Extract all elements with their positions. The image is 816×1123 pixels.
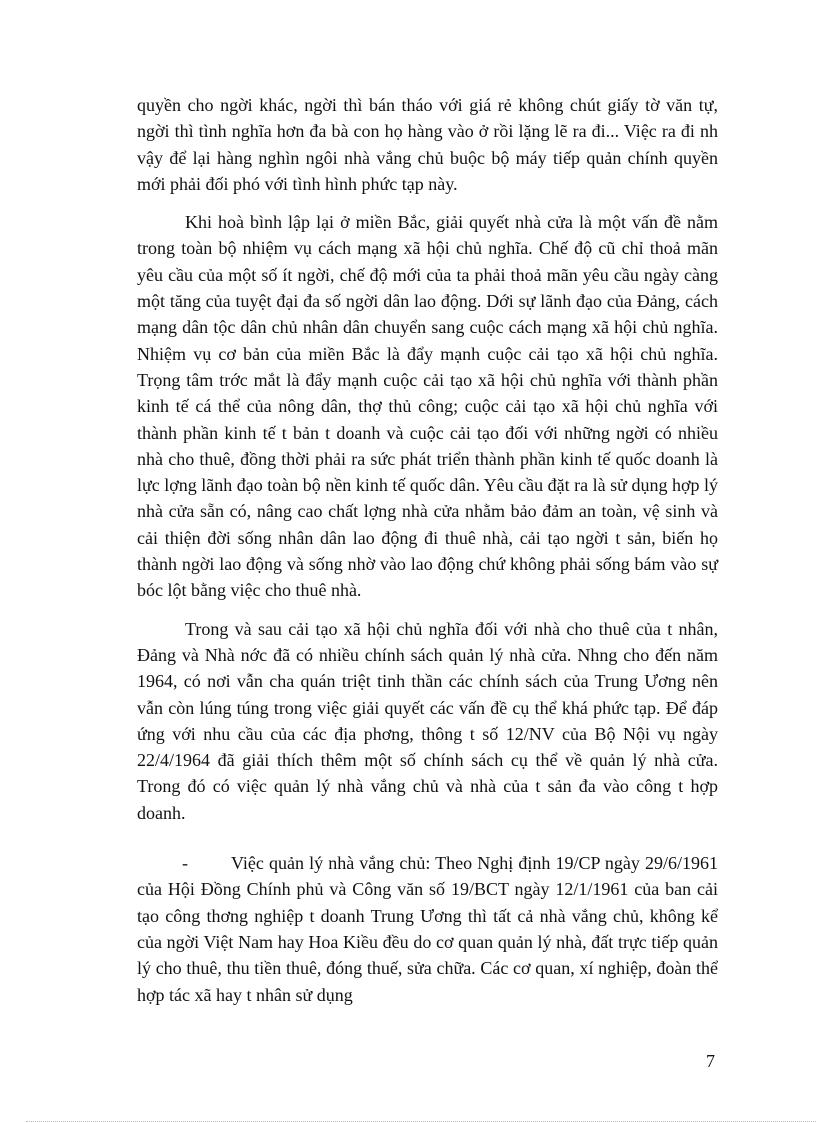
bullet-text: Việc quản lý nhà vắng chủ: Theo Nghị định 19/CP ngày 29/6/1961 của Hội Đồng Chính phủ và Công văn số 19/BCT ngày 12/1/1961 của ban cải tạo công thơng nghiệp t doanh Trung Ương thì tất cả nhà vắng chủ, không kể của ngời Việt Nam hay Hoa Kiều đều do cơ quan quản lý nhà, đất trực tiếp quản lý cho thuê, thu tiền thuê, đóng thuế, sửa chữa. Các cơ quan, xí nghiệp, đoàn thể hợp tác xã hay t nhân sử dụng	[137, 853, 718, 1005]
paragraph-peace-housing: Khi hoà bình lập lại ở miền Bắc, giải quyết nhà cửa là một vấn đề nằm trong toàn bộ nhiệm vụ cách mạng xã hội chủ nghĩa. Chế độ cũ chỉ thoả mãn yêu cầu của một số ít ngời, chế độ mới của ta phải thoả mãn yêu cầu ngày càng một tăng của tuyệt đại đa số ngời dân lao động. Dới sự lãnh đạo của Đảng, cách mạng dân tộc dân chủ nhân dân chuyển sang cuộc cách mạng xã hội chủ nghĩa. Nhiệm vụ cơ bản của miền Bắc là đẩy mạnh cuộc cải tạo xã hội chủ nghĩa. Trọng tâm trớc mắt là đẩy mạnh cuộc cải tạo xã hội chủ nghĩa với thành phần kinh tế cá thể của nông dân, thợ thủ công; cuộc cải tạo xã hội chủ nghĩa với thành phần kinh tế t bản t doanh và cuộc cải tạo đối với những ngời có nhiều nhà cho thuê, đồng thời phải ra sức phát triển thành phần kinh tế quốc doanh là lực lợng lãnh đạo toàn bộ nền kinh tế quốc dân. Yêu cầu đặt ra là sử dụng hợp lý nhà cửa sẵn có, nâng cao chất lợng nhà cửa nhằm bảo đảm an toàn, vệ sinh và cải thiện đời sống nhân dân lao động đi thuê nhà, cải tạo ngời t sản, biến họ thành ngời lao động và sống nhờ vào lao động chứ không phải sống bám vào sự bóc lột bằng việc cho thuê nhà.	[137, 212, 718, 601]
document-body	[137, 92, 718, 1020]
bullet-marker: -	[182, 853, 188, 874]
bullet-paragraph	[137, 850, 718, 1008]
paragraph-continuation: quyền cho ngời khác, ngời thì bán tháo với giá rẻ không chút giấy tờ văn tự, ngời thì tình nghĩa hơn đa bà con họ hàng vào ở rồi lặng lẽ ra đi... Việc ra đi nh vậy để lại hàng nghìn ngôi nhà vắng chủ buộc bộ máy tiếp quản chính quyền mới phải đối phó với tình hình phức tạp này.	[137, 95, 718, 194]
paragraph-policy: Trong và sau cải tạo xã hội chủ nghĩa đối với nhà cho thuê của t nhân, Đảng và Nhà nớc đã có nhiều chính sách quản lý nhà cửa. Nhng cho đến năm 1964, có nơi vẫn cha quán triệt tinh thần các chính sách của Trung Ương nên vẫn còn lúng túng trong việc giải quyết các vấn đề cụ thể khá phức tạp. Để đáp ứng với nhu cầu của các địa phơng, thông t số 12/NV của Bộ Nội vụ ngày 22/4/1964 đã giải thích thêm một số chính sách cụ thể về quản lý nhà cửa. Trong đó có việc quản lý nhà vắng chủ và nhà của t sản đa vào công t hợp doanh.	[137, 618, 718, 823]
page-number: 7	[706, 1051, 715, 1071]
page-bottom-divider	[26, 1121, 816, 1122]
